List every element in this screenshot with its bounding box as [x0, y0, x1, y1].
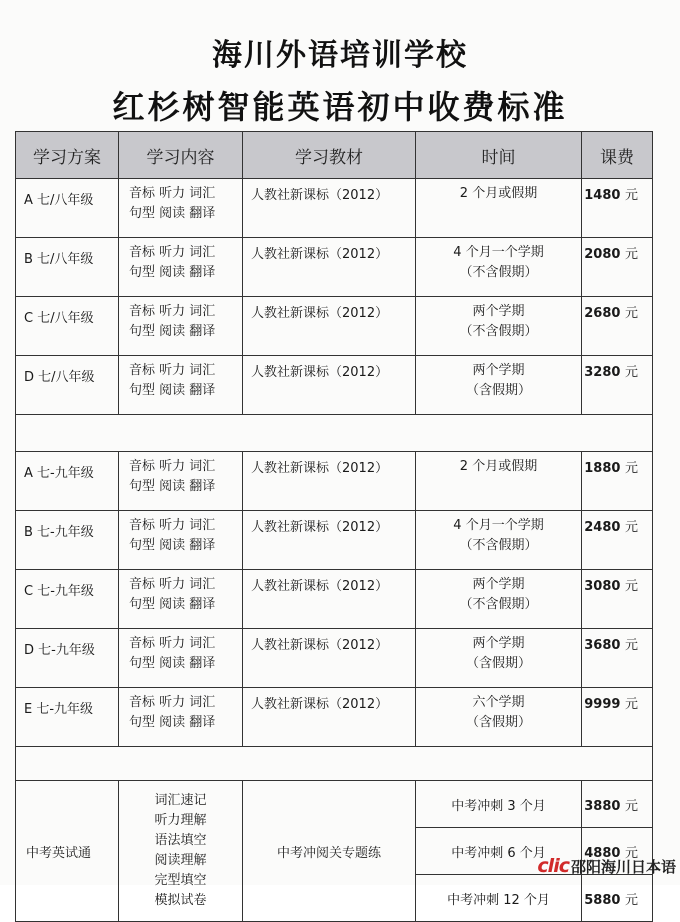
book-cell: 人教社新课标（2012） [243, 356, 416, 415]
content-line: 音标 听力 词汇 [129, 695, 216, 710]
table-row [16, 179, 653, 238]
fee-cell [582, 629, 653, 688]
table-row [16, 238, 653, 297]
plan-cell: A 七-九年级 [16, 452, 119, 511]
content-line: 音标 听力 词汇 [129, 245, 216, 260]
table-row [16, 297, 653, 356]
zhongkao-content-item: 语法填空 [154, 833, 207, 848]
fee-cell [582, 688, 653, 747]
zhongkao-content-item: 完型填空 [154, 873, 207, 888]
time-line: 2 个月或假期 [459, 459, 538, 474]
plan-cell: C 七/八年级 [16, 297, 119, 356]
book-cell: 人教社新课标（2012） [243, 570, 416, 629]
zhongkao-content [119, 781, 243, 922]
group-7-8-body [16, 179, 653, 415]
group-7-9-body [16, 452, 653, 747]
zhongkao-content-item: 听力理解 [154, 813, 207, 828]
time-cell [416, 452, 582, 511]
content-cell [119, 297, 243, 356]
fee-unit: 元 [624, 247, 638, 262]
content-line: 句型 阅读 翻译 [129, 265, 216, 280]
page-title: 红杉树智能英语初中收费标准 [112, 88, 568, 126]
fee-unit: 元 [624, 579, 638, 594]
time-line: 两个学期 [472, 577, 525, 592]
fee-unit: 元 [624, 697, 638, 712]
watermark-text: 邵阳海川日本语 [570, 858, 676, 876]
book-cell: 人教社新课标（2012） [243, 179, 416, 238]
fee-unit: 元 [624, 306, 638, 321]
time-cell [416, 297, 582, 356]
time-line: 两个学期 [472, 636, 525, 651]
time-line: 两个学期 [472, 304, 525, 319]
book-cell: 人教社新课标（2012） [243, 511, 416, 570]
zhongkao-book: 中考冲阅关专题练 [243, 781, 416, 922]
content-line: 音标 听力 词汇 [129, 636, 216, 651]
book-cell: 人教社新课标（2012） [243, 688, 416, 747]
fee-unit: 元 [624, 520, 638, 535]
content-line: 音标 听力 词汇 [129, 459, 216, 474]
time-line: 4 个月一个学期 [453, 245, 544, 260]
zhongkao-time: 中考冲刺 3 个月 [416, 781, 582, 828]
content-line: 句型 阅读 翻译 [129, 479, 216, 494]
time-line: 六个学期 [472, 695, 525, 710]
zhongkao-fee [582, 781, 653, 828]
time-line: 2 个月或假期 [459, 186, 538, 201]
fee-table [15, 131, 653, 922]
time-line: 两个学期 [472, 363, 525, 378]
table-row [16, 356, 653, 415]
content-line: 句型 阅读 翻译 [129, 597, 216, 612]
table-row [16, 511, 653, 570]
zhongkao-row [16, 781, 653, 828]
plan-cell: D 七-九年级 [16, 629, 119, 688]
content-line: 音标 听力 词汇 [129, 186, 216, 201]
zhongkao-content-item: 阅读理解 [154, 853, 207, 868]
header-book: 学习教材 [243, 132, 416, 179]
zhongkao-name: 中考英试通 [16, 781, 119, 922]
content-line: 句型 阅读 翻译 [129, 324, 216, 339]
fee-cell [582, 297, 653, 356]
content-line: 音标 听力 词汇 [129, 304, 216, 319]
time-line: （不含假期） [459, 265, 538, 280]
content-cell [119, 179, 243, 238]
time-cell [416, 179, 582, 238]
fee-unit: 元 [624, 638, 638, 653]
content-cell [119, 629, 243, 688]
content-line: 句型 阅读 翻译 [129, 206, 216, 221]
time-line: （不含假期） [459, 538, 538, 553]
zhongkao-content-item: 词汇速记 [154, 793, 207, 808]
fee-amount: 2680 [584, 306, 621, 321]
time-line: （含假期） [465, 715, 531, 730]
header-content: 学习内容 [119, 132, 243, 179]
fee-amount: 1480 [584, 188, 621, 203]
content-cell [119, 452, 243, 511]
fee-unit: 元 [624, 365, 638, 380]
book-cell: 人教社新课标（2012） [243, 629, 416, 688]
time-line: （含假期） [465, 383, 531, 398]
fee-amount: 2480 [584, 520, 621, 535]
table-row [16, 452, 653, 511]
plan-cell: A 七/八年级 [16, 179, 119, 238]
time-cell [416, 629, 582, 688]
plan-cell: B 七/八年级 [16, 238, 119, 297]
fee-cell [582, 356, 653, 415]
time-line: 4 个月一个学期 [453, 518, 544, 533]
book-cell: 人教社新课标（2012） [243, 238, 416, 297]
content-line: 音标 听力 词汇 [129, 518, 216, 533]
fee-amount: 2080 [584, 247, 621, 262]
fee-unit: 元 [624, 461, 638, 476]
content-cell [119, 688, 243, 747]
school-name: 海川外语培训学校 [212, 38, 468, 73]
content-line: 句型 阅读 翻译 [129, 538, 216, 553]
content-cell [119, 238, 243, 297]
content-line: 句型 阅读 翻译 [129, 656, 216, 671]
plan-cell: E 七-九年级 [16, 688, 119, 747]
content-line: 音标 听力 词汇 [129, 363, 216, 378]
book-cell: 人教社新课标（2012） [243, 297, 416, 356]
time-cell [416, 356, 582, 415]
content-line: 句型 阅读 翻译 [129, 383, 216, 398]
content-cell [119, 511, 243, 570]
watermark [537, 855, 676, 877]
content-cell [119, 356, 243, 415]
zhongkao-time: 中考冲刺 12 个月 [416, 875, 582, 922]
content-line: 音标 听力 词汇 [129, 577, 216, 592]
fee-amount: 3880 [584, 798, 621, 814]
header-fee: 课费 [582, 132, 653, 179]
separator-row [16, 747, 653, 781]
fee-unit: 元 [624, 798, 638, 814]
time-cell [416, 688, 582, 747]
plan-cell: D 七/八年级 [16, 356, 119, 415]
fee-cell [582, 238, 653, 297]
time-cell [416, 238, 582, 297]
plan-cell: B 七-九年级 [16, 511, 119, 570]
time-cell [416, 511, 582, 570]
fee-amount: 9999 [584, 697, 621, 712]
fee-amount: 3080 [584, 579, 621, 594]
book-cell: 人教社新课标（2012） [243, 452, 416, 511]
plan-cell: C 七-九年级 [16, 570, 119, 629]
content-cell [119, 570, 243, 629]
fee-amount: 3680 [584, 638, 621, 653]
fee-cell [582, 511, 653, 570]
time-line: （不含假期） [459, 324, 538, 339]
table-row [16, 570, 653, 629]
time-line: （不含假期） [459, 597, 538, 612]
table-row [16, 688, 653, 747]
zhongkao-fee [582, 875, 653, 922]
table-row [16, 629, 653, 688]
fee-unit: 元 [624, 188, 638, 203]
fee-amount: 4880 [584, 845, 621, 861]
fee-amount: 1880 [584, 461, 621, 476]
fee-amount: 3280 [584, 365, 621, 380]
table-header [16, 132, 653, 179]
separator-row [16, 415, 653, 452]
fee-unit: 元 [624, 845, 638, 861]
zhongkao-content-item: 模拟试卷 [154, 893, 207, 908]
fee-cell [582, 179, 653, 238]
fee-cell [582, 570, 653, 629]
time-cell [416, 570, 582, 629]
header-time: 时间 [416, 132, 582, 179]
fee-unit: 元 [624, 892, 638, 908]
fee-cell [582, 452, 653, 511]
zhongkao-time: 中考冲刺 6 个月 [416, 828, 582, 875]
fee-amount: 5880 [584, 892, 621, 908]
time-line: （含假期） [465, 656, 531, 671]
header-plan: 学习方案 [16, 132, 119, 179]
watermark-logo: clic [537, 855, 569, 877]
content-line: 句型 阅读 翻译 [129, 715, 216, 730]
